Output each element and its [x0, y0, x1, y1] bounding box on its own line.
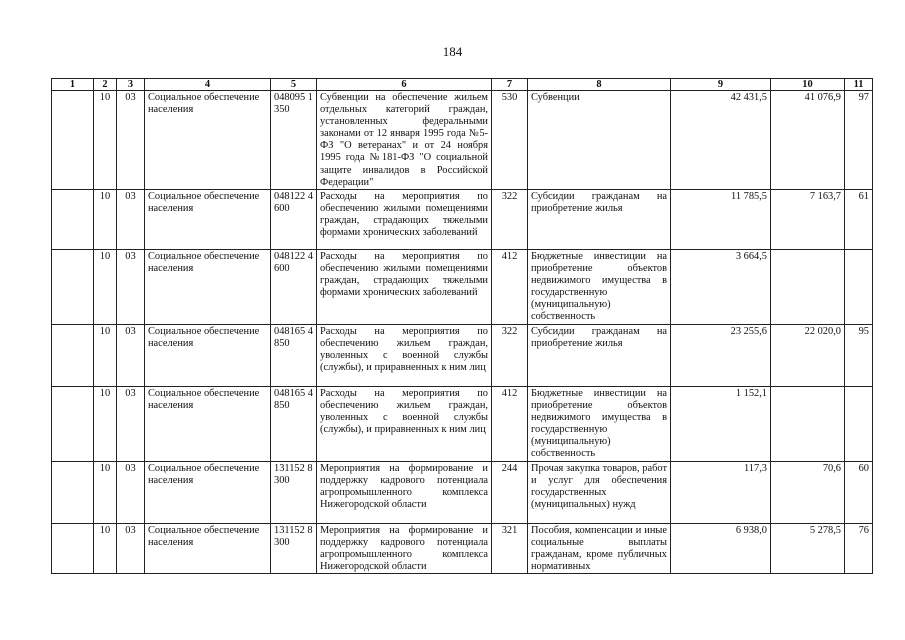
cell-plan-amount: 117,3	[671, 461, 771, 523]
header-col-2: 2	[94, 79, 117, 91]
cell-actual-amount	[771, 249, 845, 324]
cell-actual-amount: 41 076,9	[771, 91, 845, 190]
cell-actual-amount: 7 163,7	[771, 189, 845, 249]
budget-table	[51, 78, 873, 574]
table-row	[52, 523, 873, 573]
cell-percent: 60	[845, 461, 873, 523]
cell-expense-type-name: Бюджетные инвестиции на приобретение объектов недвижимого имущества в государственную (муниципальную) собственность	[528, 386, 671, 461]
cell-plan-amount: 1 152,1	[671, 386, 771, 461]
cell-col-1	[52, 189, 94, 249]
table-row	[52, 386, 873, 461]
cell-section-name: Социальное обеспечение населения	[145, 189, 271, 249]
cell-actual-amount: 5 278,5	[771, 523, 845, 573]
cell-expense-type-code: 321	[492, 523, 528, 573]
cell-target-code: 048165 4850	[271, 324, 317, 386]
cell-percent	[845, 386, 873, 461]
cell-percent: 61	[845, 189, 873, 249]
cell-expense-type-name: Пособия, компенсации и иные социальные выплаты гражданам, кроме публичных нормативных	[528, 523, 671, 573]
cell-subsection: 03	[117, 249, 145, 324]
cell-section: 10	[94, 386, 117, 461]
header-col-8: 8	[528, 79, 671, 91]
cell-subsection: 03	[117, 523, 145, 573]
cell-subsection: 03	[117, 461, 145, 523]
cell-col-1	[52, 249, 94, 324]
cell-target-name: Расходы на мероприятия по обеспечению жилыми помещениями граждан, страдающих тяжелыми формами хронических заболеваний	[317, 189, 492, 249]
cell-expense-type-code: 322	[492, 324, 528, 386]
cell-expense-type-name: Субвенции	[528, 91, 671, 190]
cell-percent	[845, 249, 873, 324]
table-row	[52, 91, 873, 190]
cell-target-name: Расходы на мероприятия по обеспечению жильем граждан, уволенных с военной службы (службы), и приравненных к ним лиц	[317, 324, 492, 386]
cell-target-name: Субвенции на обеспечение жильем отдельных категорий граждан, установленных федеральными законами от 12 января 1995 года №5-ФЗ "О ветеранах" и от 24 ноября 1995 года №181-ФЗ "О социальной защите инвалидов в Российской Федерации"	[317, 91, 492, 190]
cell-target-code: 048122 4600	[271, 249, 317, 324]
cell-expense-type-name: Субсидии гражданам на приобретение жилья	[528, 324, 671, 386]
header-col-10: 10	[771, 79, 845, 91]
cell-section: 10	[94, 461, 117, 523]
header-col-3: 3	[117, 79, 145, 91]
cell-col-1	[52, 91, 94, 190]
cell-section: 10	[94, 189, 117, 249]
cell-actual-amount: 70,6	[771, 461, 845, 523]
cell-section: 10	[94, 249, 117, 324]
header-col-9: 9	[671, 79, 771, 91]
table-row	[52, 461, 873, 523]
cell-expense-type-name: Бюджетные инвестиции на приобретение объектов недвижимого имущества в государственную (муниципальную) собственность	[528, 249, 671, 324]
cell-expense-type-code: 322	[492, 189, 528, 249]
header-col-5: 5	[271, 79, 317, 91]
cell-section-name: Социальное обеспечение населения	[145, 249, 271, 324]
header-col-11: 11	[845, 79, 873, 91]
cell-subsection: 03	[117, 386, 145, 461]
cell-expense-type-code: 244	[492, 461, 528, 523]
cell-expense-type-name: Прочая закупка товаров, работ и услуг для обеспечения государственных (муниципальных) нужд	[528, 461, 671, 523]
cell-subsection: 03	[117, 91, 145, 190]
cell-section-name: Социальное обеспечение населения	[145, 523, 271, 573]
cell-target-name: Мероприятия на формирование и поддержку кадрового потенциала агропромышленного комплекса Нижегородской области	[317, 461, 492, 523]
header-col-6: 6	[317, 79, 492, 91]
cell-expense-type-code: 530	[492, 91, 528, 190]
header-col-4: 4	[145, 79, 271, 91]
cell-col-1	[52, 523, 94, 573]
cell-percent: 95	[845, 324, 873, 386]
cell-section: 10	[94, 324, 117, 386]
cell-section: 10	[94, 523, 117, 573]
cell-section-name: Социальное обеспечение населения	[145, 461, 271, 523]
cell-section-name: Социальное обеспечение населения	[145, 91, 271, 190]
cell-target-code: 048122 4600	[271, 189, 317, 249]
header-col-1: 1	[52, 79, 94, 91]
table-row	[52, 249, 873, 324]
cell-section-name: Социальное обеспечение населения	[145, 324, 271, 386]
cell-target-code: 048165 4850	[271, 386, 317, 461]
cell-plan-amount: 6 938,0	[671, 523, 771, 573]
cell-target-code: 048095 1350	[271, 91, 317, 190]
cell-expense-type-name: Субсидии гражданам на приобретение жилья	[528, 189, 671, 249]
header-row	[52, 79, 873, 91]
cell-expense-type-code: 412	[492, 386, 528, 461]
cell-section-name: Социальное обеспечение населения	[145, 386, 271, 461]
cell-target-name: Расходы на мероприятия по обеспечению жильем граждан, уволенных с военной службы (службы), и приравненных к ним лиц	[317, 386, 492, 461]
cell-plan-amount: 23 255,6	[671, 324, 771, 386]
cell-col-1	[52, 324, 94, 386]
cell-subsection: 03	[117, 189, 145, 249]
cell-plan-amount: 11 785,5	[671, 189, 771, 249]
cell-subsection: 03	[117, 324, 145, 386]
cell-target-code: 131152 8300	[271, 523, 317, 573]
table-row	[52, 189, 873, 249]
cell-percent: 76	[845, 523, 873, 573]
table-row	[52, 324, 873, 386]
cell-percent: 97	[845, 91, 873, 190]
cell-section: 10	[94, 91, 117, 190]
cell-actual-amount: 22 020,0	[771, 324, 845, 386]
cell-col-1	[52, 461, 94, 523]
header-col-7: 7	[492, 79, 528, 91]
cell-expense-type-code: 412	[492, 249, 528, 324]
cell-actual-amount	[771, 386, 845, 461]
page-number: 184	[442, 44, 463, 59]
cell-plan-amount: 42 431,5	[671, 91, 771, 190]
cell-target-name: Расходы на мероприятия по обеспечению жилыми помещениями граждан, страдающих тяжелыми формами хронических заболеваний	[317, 249, 492, 324]
cell-plan-amount: 3 664,5	[671, 249, 771, 324]
cell-target-code: 131152 8300	[271, 461, 317, 523]
cell-target-name: Мероприятия на формирование и поддержку кадрового потенциала агропромышленного комплекса Нижегородской области	[317, 523, 492, 573]
cell-col-1	[52, 386, 94, 461]
